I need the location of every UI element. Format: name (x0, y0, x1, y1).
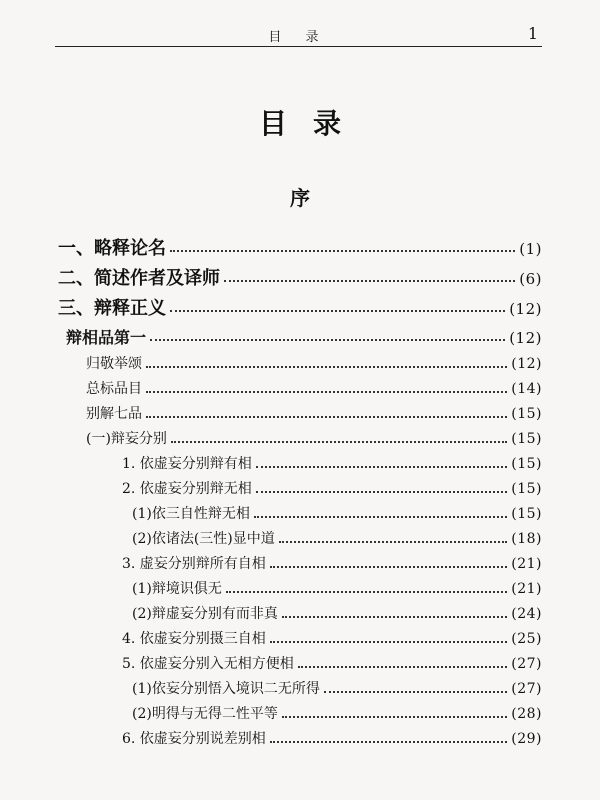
toc-entry-title: (1)辩境识俱无 (132, 581, 222, 597)
dot-leader (146, 366, 507, 368)
preface-heading: 序 (290, 186, 310, 210)
running-header (55, 24, 542, 47)
toc-entry-page: (27) (511, 681, 542, 697)
dot-leader (298, 666, 507, 668)
dot-leader (171, 441, 507, 443)
dot-leader (270, 741, 507, 743)
toc-entry-title: (1)依三自性辩无相 (132, 506, 250, 522)
toc-entry (58, 377, 542, 402)
dot-leader (279, 541, 507, 543)
toc-entry-page: (24) (511, 606, 542, 622)
toc-entry (58, 677, 542, 702)
table-of-contents (58, 234, 542, 752)
toc-entry-page: (12) (511, 356, 542, 372)
dot-leader (170, 250, 515, 252)
toc-entry-title: 3. 虚妄分别辩所有自相 (122, 556, 266, 572)
dot-leader (270, 641, 507, 643)
dot-leader (146, 416, 507, 418)
toc-entry-title: 5. 依虚妄分别入无相方便相 (122, 656, 294, 672)
toc-entry-page: (12) (509, 329, 542, 347)
toc-entry-page: (28) (511, 706, 542, 722)
dot-leader (256, 491, 507, 493)
toc-entry (58, 402, 542, 427)
toc-entry-page: (15) (511, 406, 542, 422)
toc-entry (58, 352, 542, 377)
toc-entry (58, 502, 542, 527)
toc-entry-title: 一、略释论名 (58, 238, 166, 259)
toc-entry-page: (25) (511, 631, 542, 647)
toc-entry-title: 4. 依虚妄分别摄三自相 (122, 631, 266, 647)
toc-entry-page: (14) (511, 381, 542, 397)
toc-entry (58, 264, 542, 294)
toc-entry (58, 527, 542, 552)
toc-entry-title: (2)依诸法(三性)显中道 (132, 531, 275, 547)
toc-entry (58, 702, 542, 727)
toc-entry (58, 627, 542, 652)
page-title: 目录 (258, 107, 367, 140)
toc-entry-title: 归敬举颂 (86, 356, 142, 372)
toc-entry (58, 602, 542, 627)
toc-entry-title: 三、辩释正义 (58, 298, 166, 319)
toc-entry (58, 324, 542, 352)
toc-entry (58, 552, 542, 577)
toc-entry (58, 652, 542, 677)
toc-entry-title: 总标品目 (86, 381, 142, 397)
toc-entry-page: (15) (511, 456, 542, 472)
toc-entry-title: 6. 依虚妄分别说差别相 (122, 731, 266, 747)
toc-entry-title: (2)明得与无得二性平等 (132, 706, 278, 722)
dot-leader (254, 516, 507, 518)
toc-entry (58, 727, 542, 752)
dot-leader (270, 566, 507, 568)
toc-entry (58, 294, 542, 324)
toc-entry (58, 577, 542, 602)
toc-entry-title: 2. 依虚妄分别辩无相 (122, 481, 252, 497)
toc-entry-page: (15) (511, 481, 542, 497)
running-header-title: 目 录 (268, 30, 329, 45)
toc-entry-page: (21) (511, 581, 542, 597)
toc-entry-page: (15) (511, 506, 542, 522)
toc-entry-page: (21) (511, 556, 542, 572)
dot-leader (256, 466, 507, 468)
toc-entry-title: 二、简述作者及译师 (58, 268, 220, 289)
toc-entry-title: (一)辩妄分别 (86, 431, 167, 447)
toc-entry-title: 辩相品第一 (66, 328, 147, 347)
toc-entry-page: (6) (519, 270, 542, 288)
dot-leader (226, 591, 507, 593)
toc-entry-page: (15) (511, 431, 542, 447)
dot-leader (146, 391, 507, 393)
toc-entry-page: (1) (519, 240, 542, 258)
toc-entry-page: (18) (511, 531, 542, 547)
page-number: 1 (527, 24, 538, 43)
dot-leader (324, 691, 507, 693)
toc-entry-title: (1)依妄分别悟入境识二无所得 (132, 681, 320, 697)
toc-entry-title: 别解七品 (86, 406, 142, 422)
dot-leader (282, 716, 507, 718)
toc-entry-title: 1. 依虚妄分别辩有相 (122, 456, 252, 472)
dot-leader (224, 280, 515, 282)
toc-entry (58, 427, 542, 452)
dot-leader (170, 310, 505, 312)
toc-entry-page: (27) (511, 656, 542, 672)
dot-leader (282, 616, 507, 618)
toc-entry (58, 234, 542, 264)
toc-entry-page: (12) (509, 300, 542, 318)
dot-leader (150, 339, 505, 341)
toc-entry-title: (2)辩虚妄分别有而非真 (132, 606, 278, 622)
toc-entry-page: (29) (511, 731, 542, 747)
toc-entry (58, 452, 542, 477)
toc-entry (58, 477, 542, 502)
